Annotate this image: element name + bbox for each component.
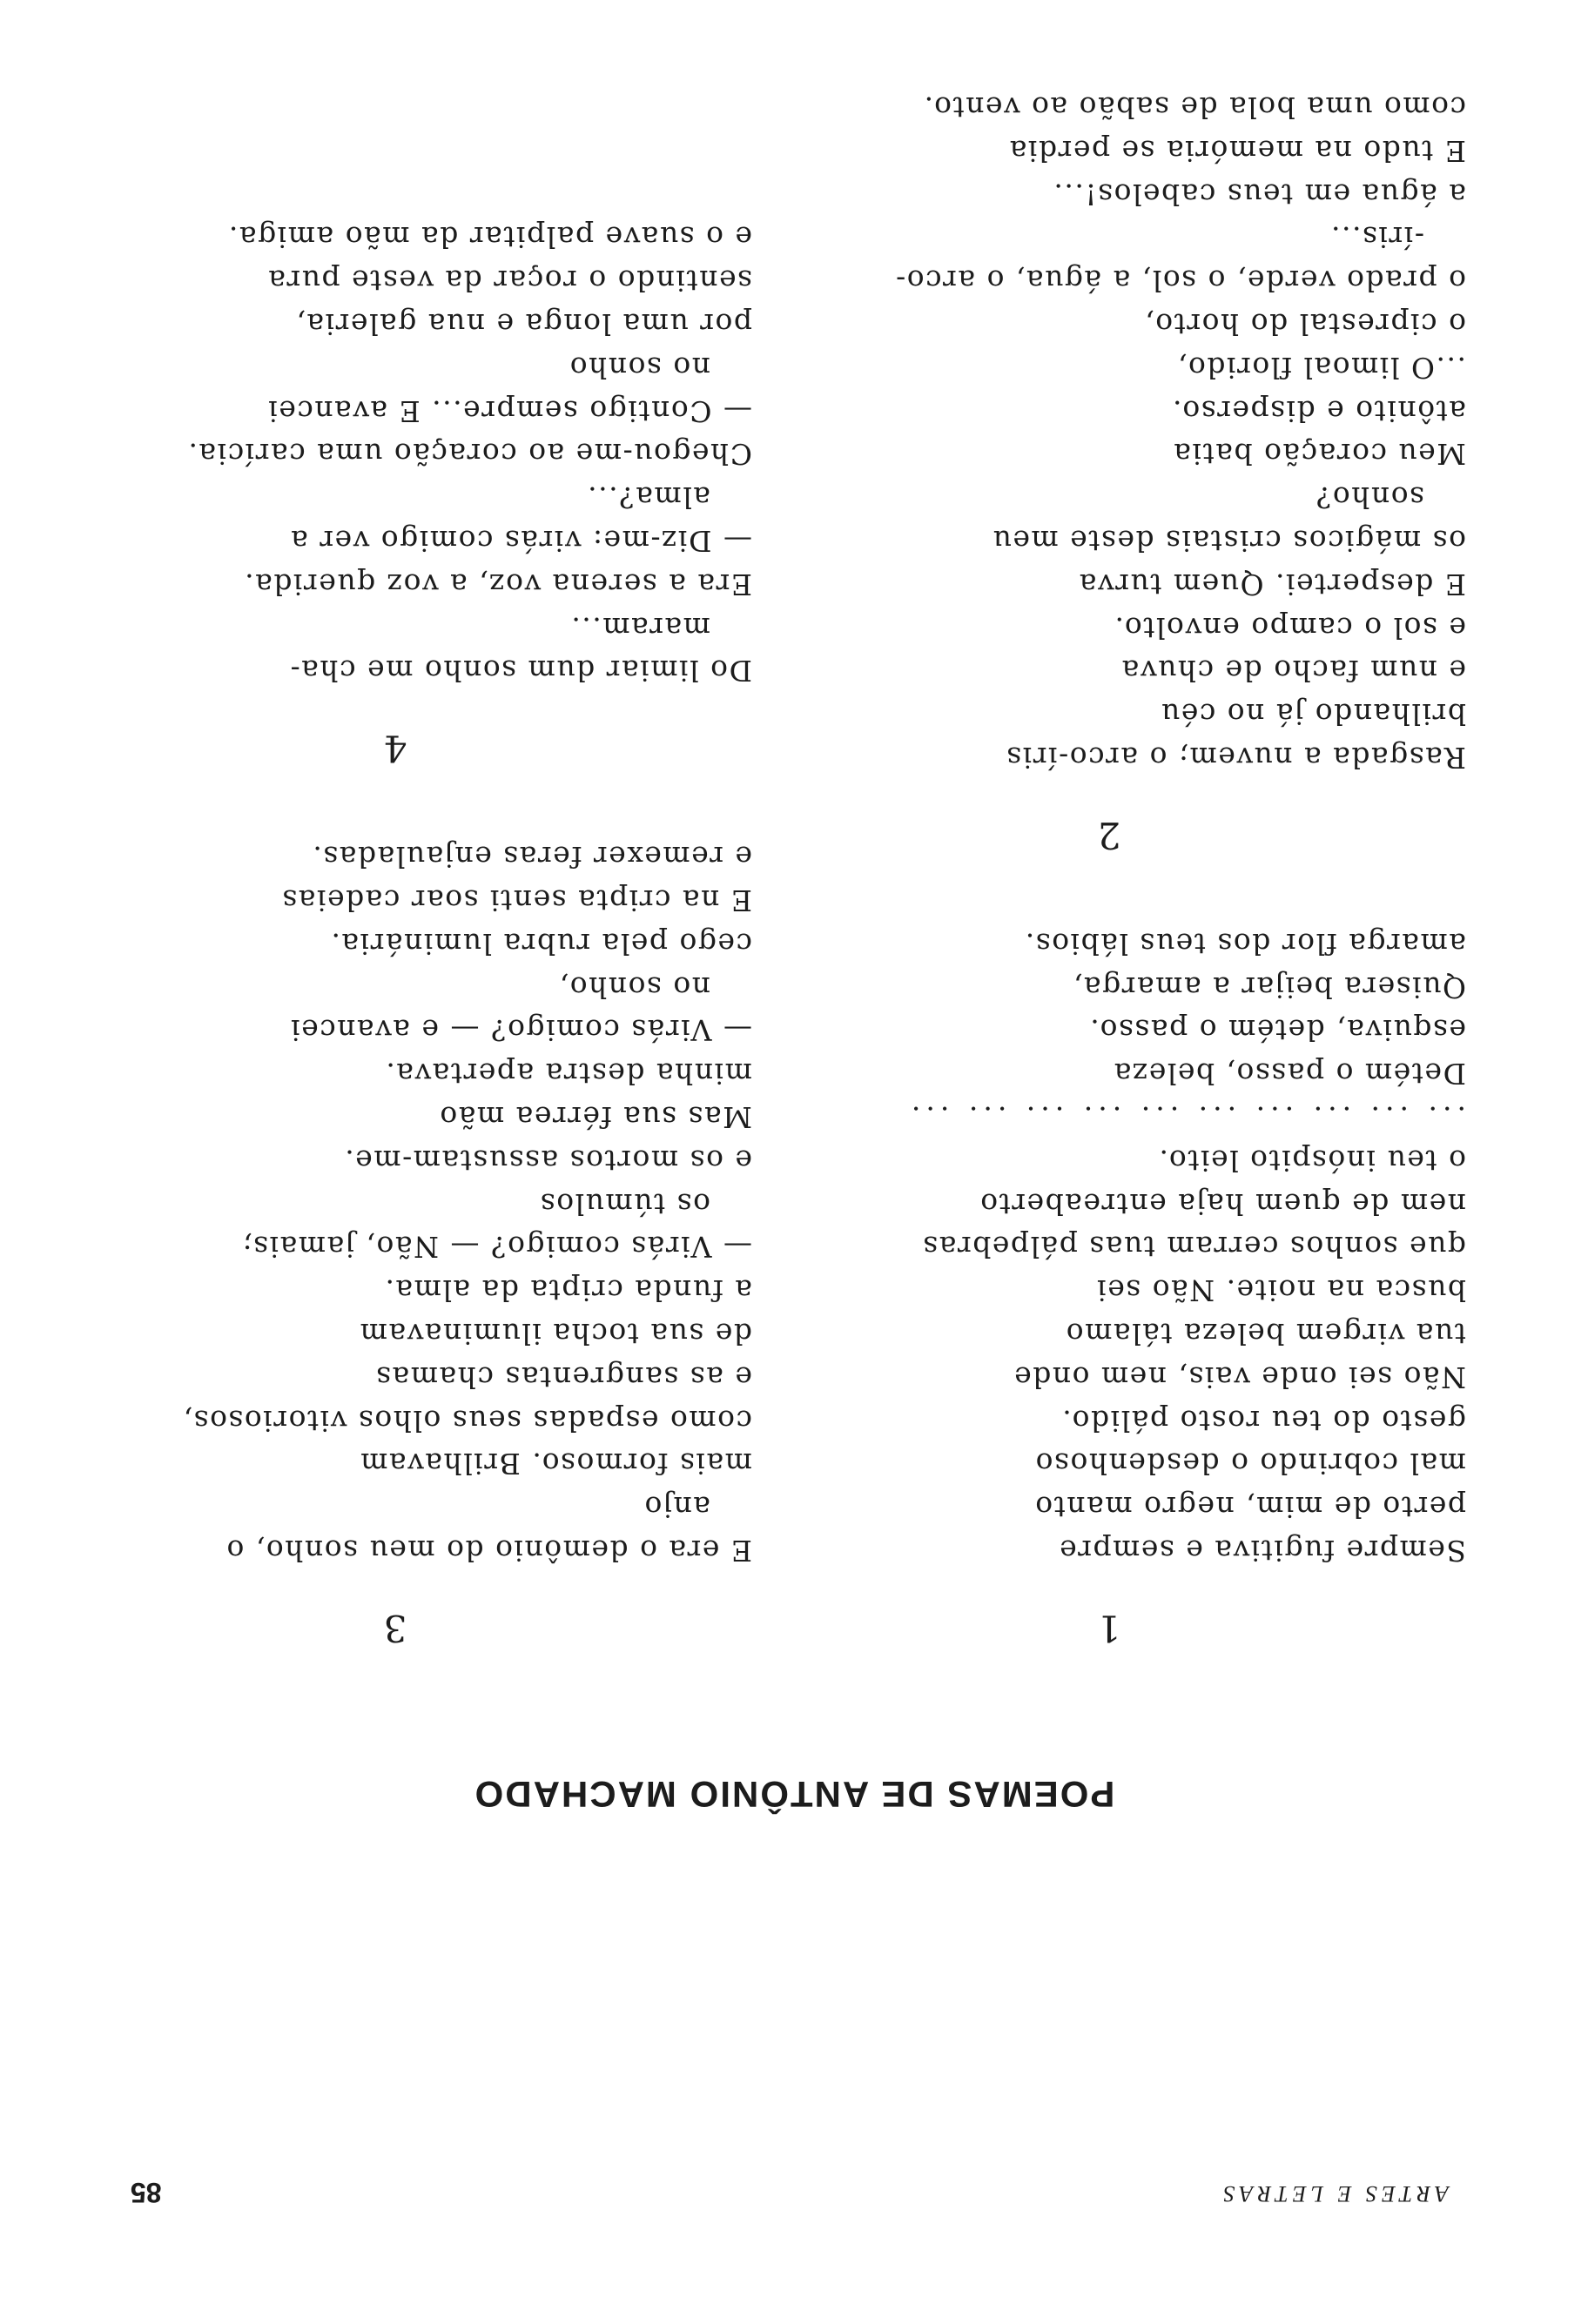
poem-line: E despertei. Quem turva <box>1078 567 1466 601</box>
poem-line: que sonhos cerram tuas pálpebras <box>921 1230 1466 1265</box>
poem-4 <box>38 216 752 775</box>
poem-line: E na cripta senti soar cadeias <box>280 883 752 918</box>
poem-line: — Virás comigo? — e avancei <box>289 1013 752 1048</box>
poem-number: 3 <box>383 1607 407 1649</box>
poem-number: 1 <box>1097 1607 1121 1649</box>
poem-line: no sonho <box>569 350 710 385</box>
poem-line: -íris... <box>1329 220 1424 255</box>
column-left <box>752 24 1466 1654</box>
poem-line: e sol o campo envolto. <box>1113 610 1466 645</box>
poem-line: Chegou-me ao coração uma carícia. <box>187 437 752 472</box>
poem-line: Mas sua férrea mão <box>438 1100 752 1135</box>
poem-line: e o suave palpitar da mão amiga. <box>227 220 752 255</box>
poem-line: sonho? <box>1315 480 1424 515</box>
poem-line: Sempre fugitiva e sempre <box>1058 1534 1466 1568</box>
poem-line: anjo <box>643 1490 710 1525</box>
ellipsis-divider: ... ... ... ... ... ... ... ... ... ... <box>905 1100 1466 1135</box>
poem-line: busca na noite. Não sei <box>1095 1273 1466 1308</box>
poem-line: Rasgada a nuvem; o arco-íris <box>1005 741 1466 776</box>
poem-line: como espadas seus olhos vitoriosos, <box>182 1403 752 1438</box>
running-header <box>131 2163 1449 2206</box>
poem-line: E era o demônio do meu sonho, o <box>225 1534 752 1568</box>
column-right <box>38 155 752 1654</box>
page-number: 85 <box>131 2177 162 2208</box>
poem-line: Meu coração batia <box>1172 437 1466 472</box>
poem-line: alma?... <box>586 480 710 515</box>
poem-line: — Diz-me: virás comigo ver a <box>289 524 752 559</box>
poem-number: 4 <box>383 727 407 770</box>
poem-line: por uma longa e nua galeria, <box>295 307 752 342</box>
poem-line: ...O limoal florido, <box>1176 350 1466 385</box>
poem-1 <box>752 922 1466 1654</box>
poem-line: o teu inóspito leito. <box>1158 1143 1466 1178</box>
poem-line: brilhando já no céu <box>1160 697 1466 732</box>
poem-line: a água em teus cabelos!... <box>1052 177 1466 212</box>
poem-line: cego pela rubra luminária. <box>329 926 752 961</box>
poem-3 <box>38 835 752 1654</box>
poem-line: — Virás comigo? — Não, jamais; <box>241 1230 752 1265</box>
poem-line: Não sei onde vais, nem onde <box>1013 1360 1466 1394</box>
poem-line: perto de mim, negro manto <box>1033 1490 1466 1525</box>
poem-line: maram... <box>569 610 710 645</box>
poem-line: de sua tocha iluminavam <box>359 1317 752 1352</box>
poem-line: mais formoso. Brilhavam <box>359 1447 752 1481</box>
poem-line: sentindo o roçar da veste pura <box>266 264 752 299</box>
poem-line: e remexer feras enjauladas. <box>311 840 752 875</box>
poem-line: no sonho, <box>558 970 710 1004</box>
poem-line: nem de quem haja entreaberto <box>979 1186 1466 1221</box>
poem-line: a funda cripta da alma. <box>383 1273 752 1308</box>
poem-line: como uma bola de sabão ao vento. <box>923 91 1466 125</box>
poem-line: mal cobrindo o desdenhoso <box>1034 1447 1466 1481</box>
poem-line: minha destra apertava. <box>384 1057 752 1091</box>
poem-2 <box>752 85 1466 861</box>
poem-line: o prado verde, o sol, a água, o arco- <box>894 264 1466 299</box>
poem-line: Do limiar dum sonho me cha- <box>289 654 752 688</box>
poem-line: — Contigo sempre... E avancei <box>266 393 752 428</box>
poem-line: e as sangrentas chamas <box>374 1360 752 1394</box>
poem-line: Quisera beijar a amarga, <box>1072 970 1466 1004</box>
poem-line: atônito e disperso. <box>1171 393 1466 428</box>
poem-line: e os mortos assustam-me. <box>343 1143 752 1178</box>
poem-line: gesto do teu rosto pálido. <box>1060 1403 1466 1438</box>
poem-number: 2 <box>1097 814 1121 857</box>
poem-line: E tudo na memória se perdia <box>1008 133 1466 168</box>
poem-line: Era a serena voz, a voz querida. <box>243 567 752 601</box>
poem-line: os mágicos cristais deste meu <box>992 524 1466 559</box>
running-title: ARTES E LETRAS <box>1219 2181 1449 2206</box>
page-title: POEMAS DE ANTÔNIO MACHADO <box>473 1774 1115 1815</box>
poem-line: amarga flor dos teus lábios. <box>1024 926 1466 961</box>
poem-line: esquiva, detém o passo. <box>1088 1013 1466 1048</box>
poem-line: Detém o passo, beleza <box>1113 1057 1466 1091</box>
poem-line: os túmulos <box>539 1186 710 1221</box>
poem-line: e num facho de chuva <box>1120 654 1466 688</box>
poem-line: tua virgem beleza tálamo <box>1065 1317 1466 1352</box>
poem-line: o ciprestal do horto, <box>1143 307 1466 342</box>
